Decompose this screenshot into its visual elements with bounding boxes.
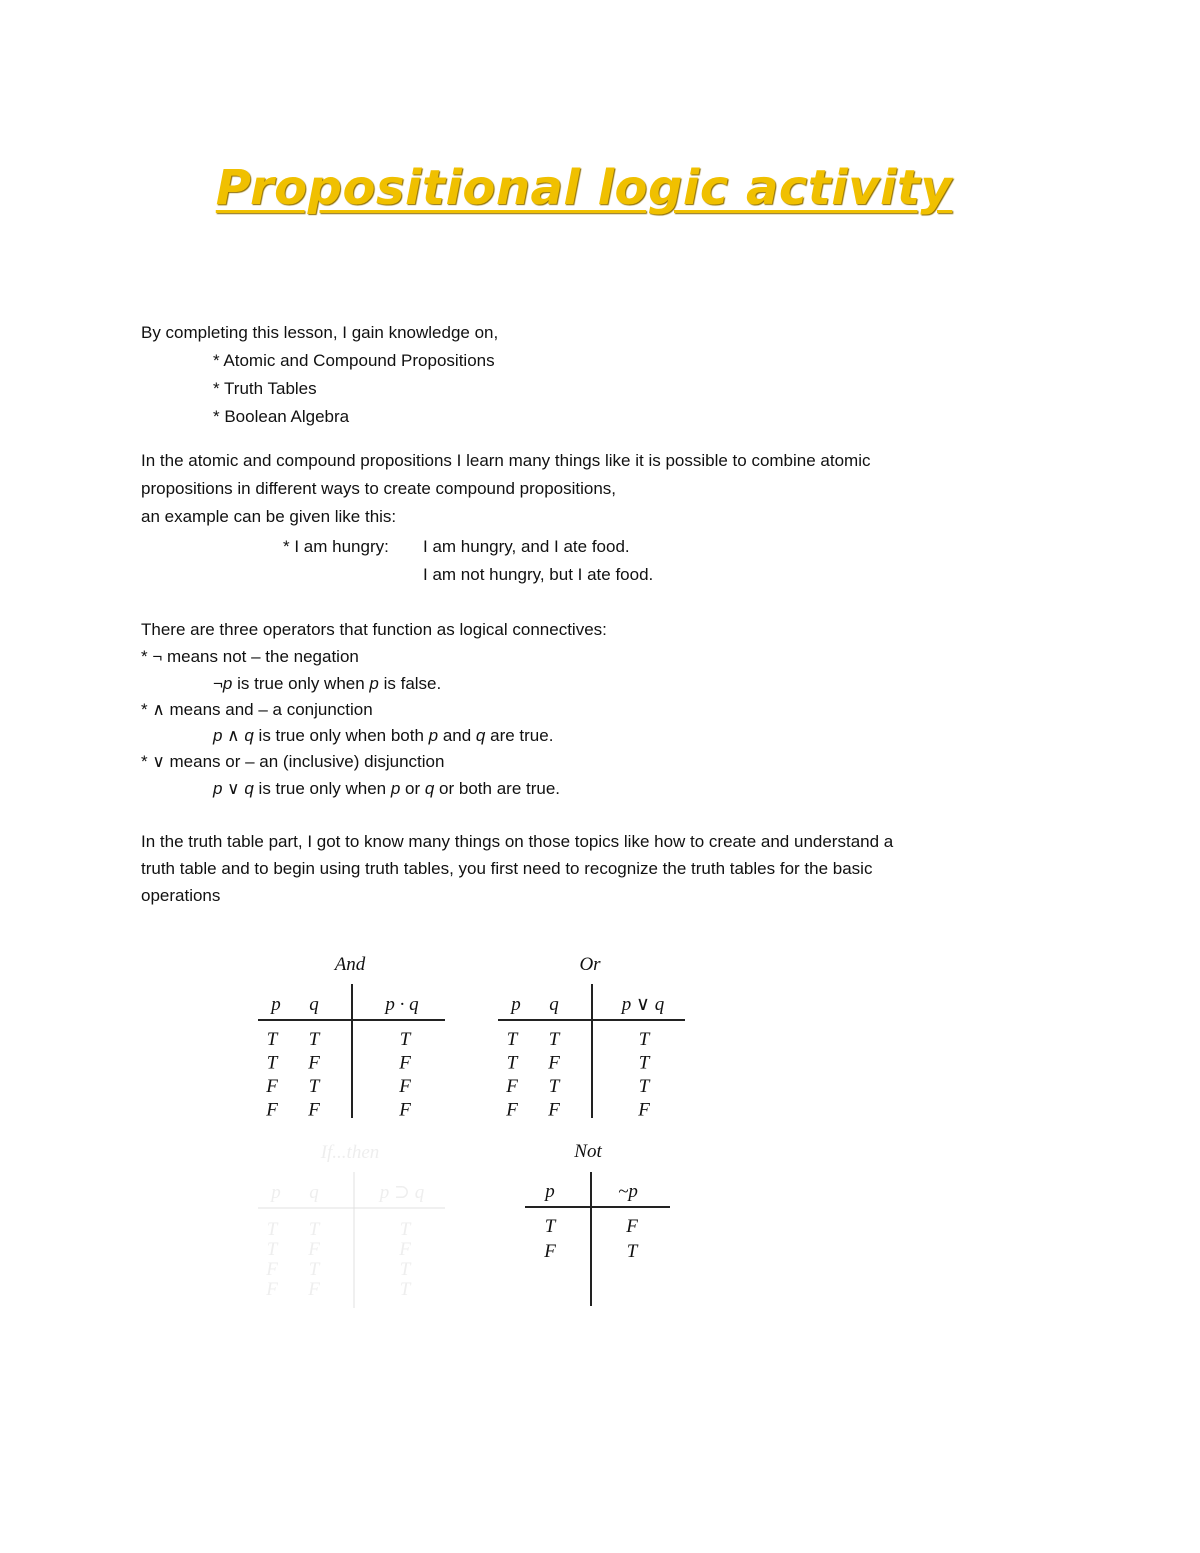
or-table-cell: T [506, 1052, 518, 1074]
and-table-cell: F [266, 1076, 278, 1097]
and-operator-heading: * ∧ means and – a conjunction [141, 700, 373, 719]
truth-table-paragraph-line: truth table and to begin using truth tables, you first need to recognize the truth tables for the basic [141, 859, 873, 878]
faded-table-cell: T [399, 1219, 411, 1240]
or-table-cell: T [506, 1029, 518, 1050]
or-table-cell: T [638, 1029, 650, 1050]
atomic-paragraph-line: In the atomic and compound propositions I learn many things like it is possible to combine atomic [141, 451, 871, 470]
and-table-cell: F [266, 1099, 278, 1121]
not-header-result: ~p [618, 1181, 638, 1202]
faded-truth-table [258, 1142, 445, 1308]
not-table-cell: F [544, 1241, 556, 1262]
and-table-title: And [334, 954, 366, 975]
and-table-cell: F [399, 1076, 411, 1097]
faded-header: p ⊃ q [379, 1182, 425, 1203]
and-table-cell: T [308, 1029, 320, 1050]
and-table-cell: F [399, 1099, 411, 1121]
or-operator-description: p ∨ q is true only when p or q or both are true. [213, 779, 561, 798]
faded-table-cell: F [266, 1259, 278, 1280]
faded-header: q [309, 1182, 319, 1203]
operators-intro: There are three operators that function as logical connectives: [141, 620, 607, 639]
example-label: * I am hungry: [283, 537, 389, 556]
and-operator-description: p ∧ q is true only when both p and q are true. [213, 726, 554, 745]
or-header-p: p [511, 994, 521, 1015]
not-table-cell: T [626, 1241, 638, 1262]
faded-table-cell: F [266, 1279, 278, 1300]
faded-table-title: If...then [320, 1142, 380, 1163]
topic-item: * Boolean Algebra [213, 407, 350, 426]
and-table-cell: T [399, 1029, 411, 1050]
intro-lead: By completing this lesson, I gain knowledge on, [141, 323, 499, 342]
not-table-cell: F [626, 1216, 638, 1237]
or-header-q: q [549, 994, 559, 1015]
atomic-paragraph-line: an example can be given like this: [141, 507, 397, 526]
and-table-cell: F [399, 1052, 411, 1074]
not-operator-description: ¬p is true only when p is false. [213, 674, 442, 693]
page-title: Propositional logic activity [215, 160, 953, 216]
or-table-title: Or [579, 954, 601, 975]
and-table-cell: F [308, 1052, 320, 1074]
and-table-cell: T [266, 1052, 278, 1074]
not-header-p: p [545, 1181, 555, 1202]
faded-table-cell: T [308, 1219, 320, 1240]
not-table-cell: T [544, 1216, 556, 1237]
or-table-cell: F [506, 1099, 518, 1121]
truth-table-paragraph-line: In the truth table part, I got to know many things on those topics like how to create and understand a [141, 832, 894, 851]
not-table-title: Not [574, 1141, 602, 1162]
faded-table-cell: T [308, 1259, 320, 1280]
and-table-cell: T [308, 1076, 320, 1097]
not-operator-heading: * ¬ means not – the negation [141, 647, 359, 666]
or-table-cell: F [638, 1099, 650, 1121]
and-table-cell: T [266, 1029, 278, 1050]
or-table-cell: T [638, 1076, 650, 1097]
truth-table-paragraph-line: operations [141, 886, 221, 905]
faded-table-cell: T [399, 1259, 411, 1280]
or-table-cell: F [548, 1052, 560, 1074]
example-sentence: I am not hungry, but I ate food. [423, 565, 654, 584]
atomic-paragraph-line: propositions in different ways to create compound propositions, [141, 479, 617, 498]
or-table-cell: T [548, 1029, 560, 1050]
and-table-cell: F [308, 1099, 320, 1121]
faded-table-cell: F [308, 1239, 320, 1260]
faded-table-cell: T [266, 1219, 278, 1240]
and-truth-table [258, 954, 445, 1121]
faded-table-cell: T [266, 1239, 278, 1260]
or-operator-heading: * ∨ means or – an (inclusive) disjunction [141, 752, 445, 771]
or-table-cell: F [548, 1099, 560, 1121]
faded-table-cell: F [308, 1279, 320, 1300]
faded-table-cell: T [399, 1279, 411, 1300]
truth-tables-figure [250, 948, 700, 1318]
example-sentence: I am hungry, and I ate food. [423, 537, 630, 556]
and-header-q: q [309, 994, 319, 1015]
or-truth-table [498, 954, 685, 1121]
not-truth-table [525, 1141, 670, 1306]
and-header-result: p · q [385, 994, 419, 1015]
faded-header: p [271, 1182, 281, 1203]
or-header-result: p ∨ q [621, 994, 665, 1015]
or-table-cell: T [548, 1076, 560, 1097]
topic-item: * Truth Tables [213, 379, 317, 398]
topic-item: * Atomic and Compound Propositions [213, 351, 495, 370]
and-header-p: p [271, 994, 281, 1015]
or-table-cell: F [506, 1076, 518, 1097]
or-table-cell: T [638, 1052, 650, 1074]
faded-table-cell: F [399, 1239, 411, 1260]
